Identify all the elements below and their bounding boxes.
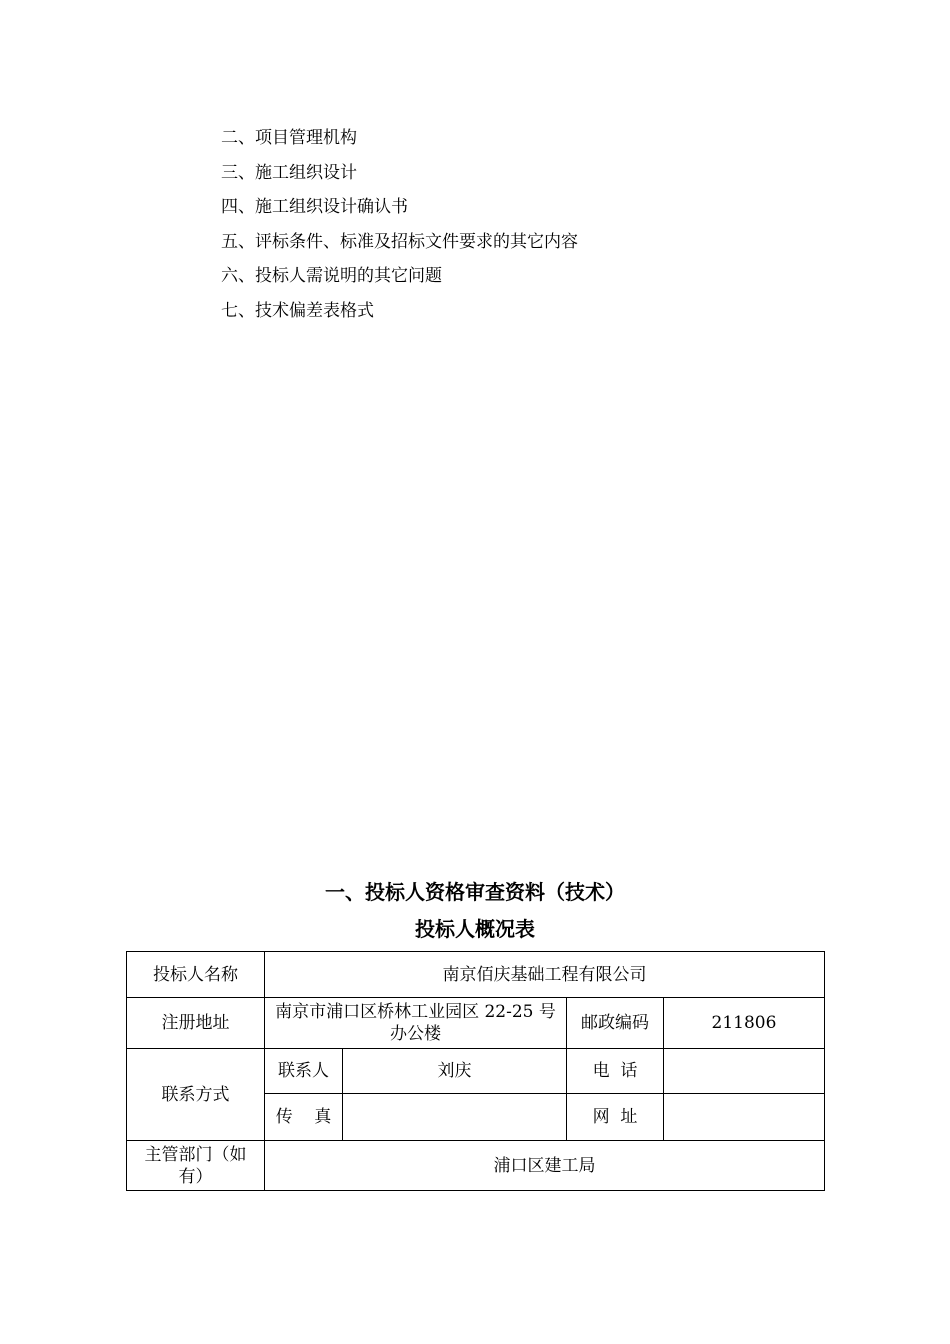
table-row — [127, 998, 825, 1049]
toc-item: 四、施工组织设计确认书 — [221, 197, 408, 217]
toc-item: 五、评标条件、标准及招标文件要求的其它内容 — [221, 231, 578, 252]
table-title: 投标人概况表 — [415, 917, 535, 941]
table-of-contents — [221, 121, 578, 328]
table-row — [127, 1141, 825, 1191]
contact-person-value: 刘庆 — [343, 1049, 567, 1094]
table-row — [127, 1049, 825, 1094]
authority-label: 主管部门（如有） — [127, 1141, 265, 1191]
fax-label: 传 真 — [265, 1094, 343, 1141]
contact-person-label: 联系人 — [265, 1049, 343, 1094]
phone-value — [664, 1049, 825, 1094]
toc-item: 七、技术偏差表格式 — [221, 300, 374, 321]
postcode-value: 211806 — [664, 998, 825, 1049]
address-label: 注册地址 — [127, 998, 265, 1049]
address-value: 南京市浦口区桥林工业园区 22-25 号办公楼 — [265, 998, 567, 1049]
section-title: 一、投标人资格审查资料（技术） — [325, 880, 625, 904]
toc-item: 六、投标人需说明的其它问题 — [221, 266, 442, 286]
name-label: 投标人名称 — [127, 952, 265, 998]
contact-label: 联系方式 — [127, 1049, 265, 1141]
name-value: 南京佰庆基础工程有限公司 — [265, 952, 825, 998]
table-row — [127, 952, 825, 998]
toc-item: 三、施工组织设计 — [221, 162, 357, 183]
fax-value — [343, 1094, 567, 1141]
website-value — [664, 1094, 825, 1141]
bidder-overview-table — [126, 951, 825, 1191]
postcode-label: 邮政编码 — [567, 998, 664, 1049]
phone-label: 电 话 — [567, 1049, 664, 1094]
website-label: 网 址 — [567, 1094, 664, 1141]
toc-item: 二、项目管理机构 — [221, 128, 357, 148]
authority-value: 浦口区建工局 — [265, 1141, 825, 1191]
